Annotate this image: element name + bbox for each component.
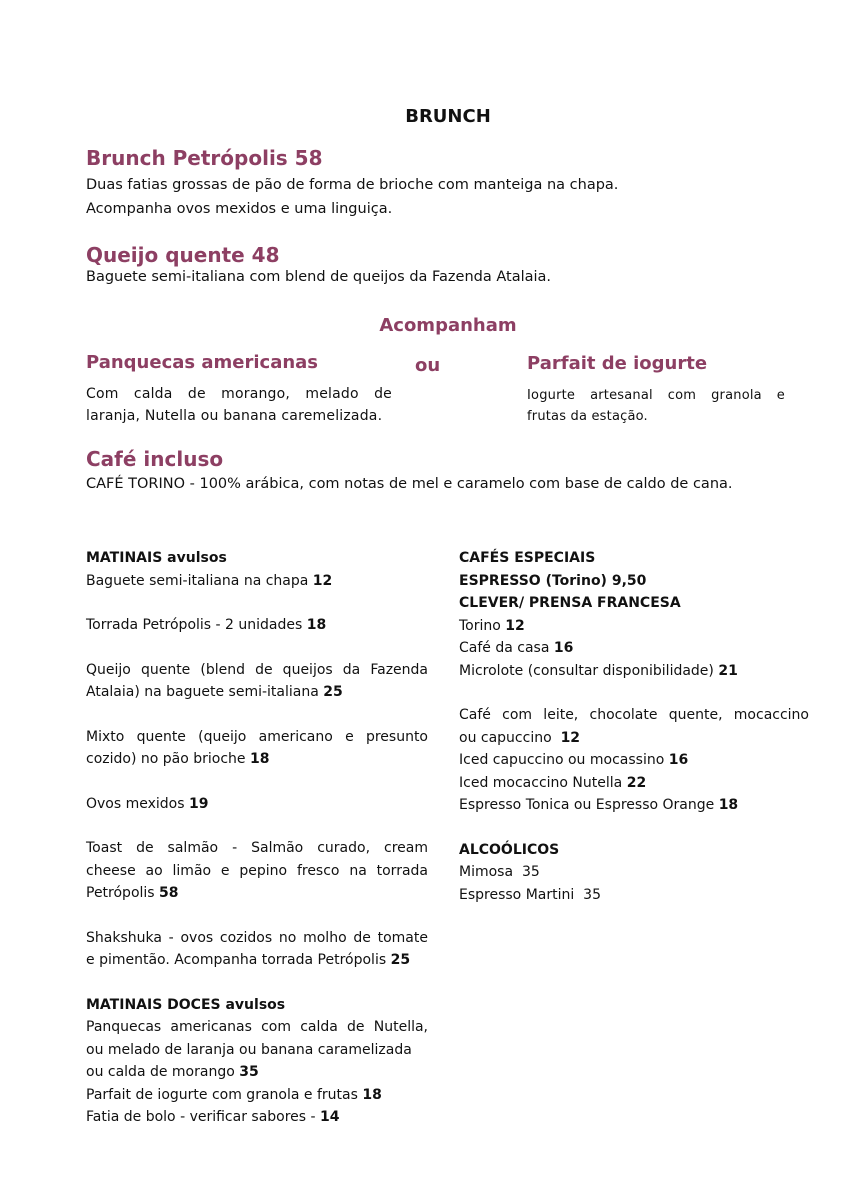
parfait-heading: Parfait de iogurte xyxy=(527,353,708,374)
list-item: Ovos mexidos 19 xyxy=(86,795,209,812)
cafe-incluso-heading: Café incluso xyxy=(86,447,224,471)
list-item-line: Queijo quente (blend de queijos da Fazenda xyxy=(86,661,428,678)
alcoolicos-heading: ALCOÓLICOS xyxy=(459,841,560,858)
list-item: Torino 12 xyxy=(459,617,525,634)
list-item-line: Panquecas americanas com calda de Nutella, xyxy=(86,1019,428,1035)
panquecas-heading: Panquecas americanas xyxy=(86,352,319,373)
page-title: BRUNCH xyxy=(405,106,491,127)
list-item: Microlote (consultar disponibilidade) 21 xyxy=(459,662,738,679)
list-item: Espresso Tonica ou Espresso Orange 18 xyxy=(459,797,739,813)
list-item: cozido) no pão brioche 18 xyxy=(86,751,270,767)
cafes-heading: CAFÉS ESPECIAIS xyxy=(459,550,596,566)
list-item: Fatia de bolo - verificar sabores - 14 xyxy=(86,1109,340,1125)
parfait-desc-2: frutas da estação. xyxy=(527,409,648,424)
list-item: Atalaia) na baguete semi-italiana 25 xyxy=(86,684,343,700)
cafe-incluso-desc: CAFÉ TORINO - 100% arábica, com notas de mel e caramelo com base de caldo de cana. xyxy=(86,476,733,492)
list-item: Torrada Petrópolis - 2 unidades 18 xyxy=(86,617,327,633)
list-item: Mimosa 35 xyxy=(459,864,540,880)
queijo-quente-heading: Queijo quente 48 xyxy=(86,243,280,267)
list-item-line: Mixto quente (queijo americano e presunto xyxy=(86,728,428,745)
cafes-section xyxy=(459,547,809,906)
parfait-desc-1: Iogurte artesanal com granola e xyxy=(527,388,785,403)
queijo-quente-desc: Baguete semi-italiana com blend de queijos da Fazenda Atalaia. xyxy=(86,269,552,285)
clever-heading: CLEVER/ PRENSA FRANCESA xyxy=(459,595,681,611)
list-item: Iced capuccino ou mocassino 16 xyxy=(459,752,689,768)
list-item: e pimentão. Acompanha torrada Petrópolis 25 xyxy=(86,952,411,968)
list-item: ou calda de morango 35 xyxy=(86,1064,259,1080)
list-item: ou capuccino 12 xyxy=(459,729,581,746)
list-item-line: ou melado de laranja ou banana caramelizada xyxy=(86,1041,412,1058)
or-label: ou xyxy=(415,355,441,376)
list-item: Baguete semi-italiana na chapa 12 xyxy=(86,572,333,589)
panquecas-desc-2: laranja, Nutella ou banana caremelizada. xyxy=(86,408,383,424)
list-item: Parfait de iogurte com granola e frutas 18 xyxy=(86,1086,382,1103)
list-item-line: cheese ao limão e pepino fresco na torrada xyxy=(86,862,428,879)
matinais-section xyxy=(86,547,428,1129)
list-item: Café da casa 16 xyxy=(459,640,574,656)
acompanham-heading: Acompanham xyxy=(379,315,517,336)
list-item: Espresso Martini 35 xyxy=(459,886,601,903)
list-item-line: Shakshuka - ovos cozidos no molho de tomate xyxy=(86,929,428,946)
matinais-doces-heading: MATINAIS DOCES avulsos xyxy=(86,996,286,1013)
list-item-line: Café com leite, chocolate quente, mocaccino xyxy=(459,707,809,723)
list-item-line: Toast de salmão - Salmão curado, cream xyxy=(86,840,428,856)
matinais-heading: MATINAIS avulsos xyxy=(86,550,227,566)
brunch-petropolis-heading: Brunch Petrópolis 58 xyxy=(86,146,323,170)
list-item: Iced mocaccino Nutella 22 xyxy=(459,774,647,791)
list-item: Petrópolis 58 xyxy=(86,885,179,901)
panquecas-desc-1: Com calda de morango, melado de xyxy=(86,386,392,402)
brunch-petropolis-desc-2: Acompanha ovos mexidos e uma linguiça. xyxy=(86,201,393,217)
brunch-petropolis-desc-1: Duas fatias grossas de pão de forma de brioche com manteiga na chapa. xyxy=(86,177,619,193)
espresso-line: ESPRESSO (Torino) 9,50 xyxy=(459,572,647,589)
